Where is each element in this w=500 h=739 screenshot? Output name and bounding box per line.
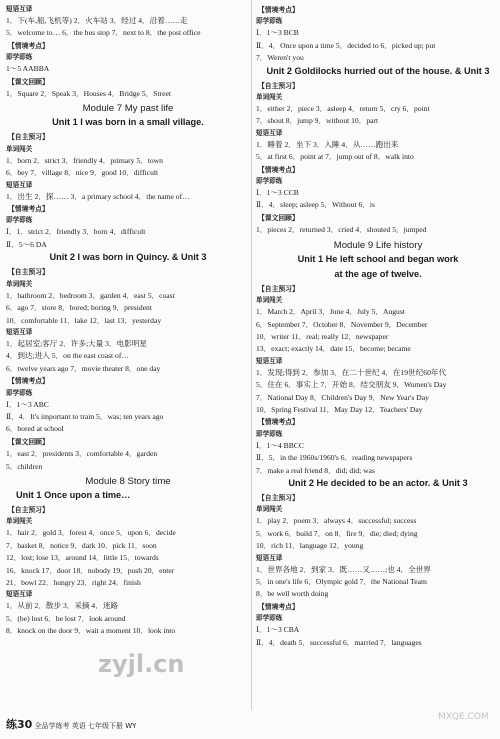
answer-line: 1．起居室;客厅 2．许多;大量 3．电影明星 (6, 338, 147, 348)
answer-line: 1．bathroom 2．bedroom 3．garden 4．east 5．coast (6, 290, 175, 300)
answer-line: 16．knock 17．door 18．nobody 19．push 20．enter (6, 565, 175, 575)
answer-line: Ⅱ．5．in the 1960s/1960's 6．reading newspapers (256, 453, 413, 463)
section-tag: 【自主预习】 (258, 284, 299, 293)
answer-line: 5．住在 6．事实上 7．开始 8．结交朋友 9．Women's Day (256, 380, 447, 390)
answer-line: Ⅰ．1．strict 2．friendly 3．born 4．difficult (6, 227, 146, 237)
answer-line: 1．east 2．presidents 3．comfortable 4．garden (6, 449, 158, 459)
section-tag-row (256, 492, 500, 504)
answer-line: 10．rich 11．language 12．young (256, 541, 364, 551)
unit-title: Unit 1 Once upon a time… (16, 489, 131, 500)
subsection-title: 即学即练 (6, 388, 33, 397)
answer-line: Ⅱ．4．Once upon a time 5．decided to 6．picked up; put (256, 40, 436, 50)
subsection-title: 即学即练 (6, 216, 33, 225)
answer-line: 10．Spring Festival 11．May Day 12．Teachers' Day (256, 404, 423, 414)
answer-line: Ⅰ．1～3 BCB (256, 28, 299, 38)
answer-line: Ⅱ．4．sleep; asleep 5．Without 6．is (256, 200, 375, 210)
subsection-title: 单词闯关 (256, 296, 283, 305)
subsection-title: 短语互译 (6, 180, 33, 189)
section-tag-row (6, 76, 250, 88)
edition-name: WY (125, 722, 137, 730)
answer-line: 1．下(车,船,飞机等) 2．火车站 3．经过 4．沿着……走 (6, 16, 188, 25)
answer-line: 1．世界各地 2．到家 3．既……又……;也 4．全世界 (256, 564, 431, 574)
section-tag: 【情境考点】 (8, 41, 49, 50)
watermark-center: zyjl.cn (98, 650, 185, 678)
answer-line: 7．National Day 8．Children's Day 9．New Year's Day (256, 392, 429, 402)
section-tag: 【情境考点】 (258, 602, 299, 611)
answer-line: 12．lost; lose 13．around 14．little 15．towards (6, 553, 159, 563)
section-tag-row (256, 80, 500, 92)
section-tag-row (256, 212, 500, 224)
answer-line: 5．work 6．build 7．on 8．fire 9．die; died; dying (256, 528, 418, 538)
subsection-title: 单词闯关 (256, 505, 283, 514)
subsection-title: 短语互译 (6, 327, 33, 336)
section-tag: 【情境考点】 (258, 6, 299, 14)
subsection-title: 短语互译 (256, 128, 283, 137)
answer-line: 5．welcome to… 6．the bus stop 7．next to 8．the post office (6, 28, 201, 38)
section-tag: 【课文回顾】 (8, 437, 49, 446)
unit-title: Unit 2 I was born in Quincy. & Unit 3 (49, 252, 207, 263)
column-divider (251, 0, 252, 710)
answer-line: 1．睡着 2．坐下 3．入睡 4．从……跑出来 (256, 139, 399, 149)
subsection-title: 单词闯关 (6, 517, 33, 526)
answer-line: 1．hair 2．gold 3．forest 4．once 5．upon 6．decide (6, 528, 176, 538)
section-tag-row (256, 416, 500, 428)
answer-line: 1．从前 2．散步 3．采摘 4．迷路 (6, 601, 119, 611)
subsection-title: 即学即练 (256, 177, 283, 186)
answer-line: 6．bey 7．village 8．nice 9．good 10．difficult (6, 168, 159, 178)
section-tag-row (6, 375, 250, 387)
grade-name: 七年级下册 (88, 722, 124, 730)
answer-line: 1．play 2．poem 3．always 4．successful; success (256, 516, 417, 526)
section-tag: 【课文回顾】 (258, 213, 299, 222)
answer-line: 4．到达;进入 5．on the east coast of… (6, 351, 129, 361)
right-column (256, 4, 500, 649)
subsection-title: 即学即练 (256, 429, 283, 438)
answer-line: 6．ago 7．store 8．bored; boring 9．president (6, 303, 152, 313)
answer-line: 1．Square 2．Speak 3．Houses 4．Bridge 5．Street (6, 89, 171, 99)
answer-line: 1．pieces 2．returned 3．cried 4．shouted 5．jumped (256, 225, 427, 235)
section-tag: 【情境考点】 (8, 377, 49, 386)
unit-title: at the age of twelve. (334, 268, 422, 279)
section-tag-row (6, 131, 250, 143)
answer-line: Ⅰ．1～4 BBCC (256, 440, 304, 450)
unit-title: Unit 1 I was born in a small village. (52, 117, 204, 128)
answer-line: 6．twelve years ago 7．movie theater 8．one day (6, 363, 161, 373)
unit-title: Unit 2 Goldilocks hurried out of the house. & Unit 3 (266, 65, 490, 76)
section-tag-row (6, 266, 250, 278)
answer-line: Ⅱ．4．It's important to train 5．was; ten years ago (6, 411, 164, 421)
answer-line: 6．September 7．October 8．November 9．December (256, 319, 428, 329)
section-tag: 【情境考点】 (258, 418, 299, 427)
answer-line: 10．writer 11．real; really 12．newspaper (256, 331, 389, 341)
left-column (6, 4, 250, 638)
subsection-title: 单词闯关 (256, 93, 283, 102)
answer-line: 7．Weren't you (256, 53, 304, 63)
subsection-title: 单词闯关 (6, 144, 33, 153)
answer-line: 10．comfortable 11．lake 12．last 13．yesterday (6, 315, 162, 325)
answer-line: 7．shout 8．jump 9．without 10．part (256, 116, 379, 126)
section-tag-row (6, 40, 250, 52)
answer-line: Ⅰ．1～3 ABC (6, 399, 49, 409)
answer-line: 1．born 2．strict 3．friendly 4．primary 5．town (6, 155, 163, 165)
answer-line: Ⅱ．4．death 5．successful 6．married 7．languages (256, 637, 422, 647)
series-name: 全品学练考 (34, 722, 70, 730)
section-tag: 【自主预习】 (258, 493, 299, 502)
subsection-title: 即学即练 (256, 614, 283, 623)
subject-name: 英语 (71, 722, 86, 730)
answer-line: 1．发现;得到 2．参加 3．在二十世纪 4．在19世纪60年代 (256, 367, 447, 377)
section-tag: 【自主预习】 (8, 133, 49, 142)
page-footer (6, 716, 136, 732)
section-tag: 【自主预习】 (258, 81, 299, 90)
section-tag-row (6, 436, 250, 448)
unit-title: Unit 2 He decided to be an actor. & Unit 3 (288, 477, 468, 488)
answer-line: 5．at first 6．point at 7．jump out of 8．walk into (256, 152, 414, 162)
answer-line: 6．bored at school (6, 424, 64, 434)
answer-line: 7．basket 8．notice 9．dark 10．pick 11．soon (6, 540, 157, 550)
subsection-title: 即学即练 (256, 17, 283, 26)
subsection-title: 短语互译 (6, 590, 33, 599)
answer-line: 13．exact; exactly 14．date 15．become; became (256, 344, 411, 354)
section-tag-row (6, 504, 250, 516)
answer-line: 1．March 2．April 3．June 4．July 5．August (256, 307, 405, 317)
answer-line: 1．出生 2．探…… 3．a primary school 4．the name of… (6, 191, 190, 201)
section-tag: 【情境考点】 (8, 205, 49, 214)
section-tag-row (256, 283, 500, 295)
unit-title: Unit 1 He left school and began work (297, 253, 459, 264)
answer-line: 7．make a real friend 8．did; did; was (256, 465, 375, 475)
module-title: Module 9 Life history (333, 239, 423, 251)
answer-line: 5．(be) lost 6．be lost 7．look around (6, 613, 126, 623)
section-tag: 【自主预习】 (8, 505, 49, 514)
watermark-corner: MXQE.COM (438, 712, 489, 722)
answer-line: 1．either 2．piece 3．asleep 4．return 5．cry 6．point (256, 104, 430, 114)
section-tag: 【自主预习】 (8, 268, 49, 277)
section-tag-row (256, 164, 500, 176)
section-tag-row (256, 601, 500, 613)
answer-line: 8．knock on the door 9．wait a moment 10．look into (6, 626, 176, 636)
answer-line: 1～5 AABBA (6, 64, 50, 74)
subsection-title: 即学即练 (6, 53, 33, 62)
subsection-title: 短语互译 (256, 553, 283, 562)
answer-line: Ⅰ．1～3 CCB (256, 188, 299, 198)
module-title: Module 7 My past life (82, 103, 174, 115)
answer-line: 8．be well worth doing (256, 589, 329, 599)
answer-line: 5．children (6, 461, 43, 471)
module-title: Module 8 Story time (85, 475, 171, 487)
answer-line: Ⅱ．5～6 DA (6, 239, 47, 249)
section-tag: 【情境考点】 (258, 165, 299, 174)
subsection-title: 单词闯关 (6, 279, 33, 288)
answer-line: 5．in one's life 6．Olympic gold 7．the National Team (256, 577, 427, 586)
answer-line: Ⅰ．1～3 CBA (256, 625, 300, 635)
section-tag-row (256, 4, 500, 16)
subsection-title: 短语互译 (6, 5, 33, 13)
subsection-title: 短语互译 (256, 356, 283, 365)
section-tag-row (6, 203, 250, 215)
answer-line: 21．bowl 22．hungry 23．right 24．finish (6, 578, 141, 587)
section-tag: 【课文回顾】 (8, 77, 49, 86)
page-number: 练30 (6, 718, 33, 731)
